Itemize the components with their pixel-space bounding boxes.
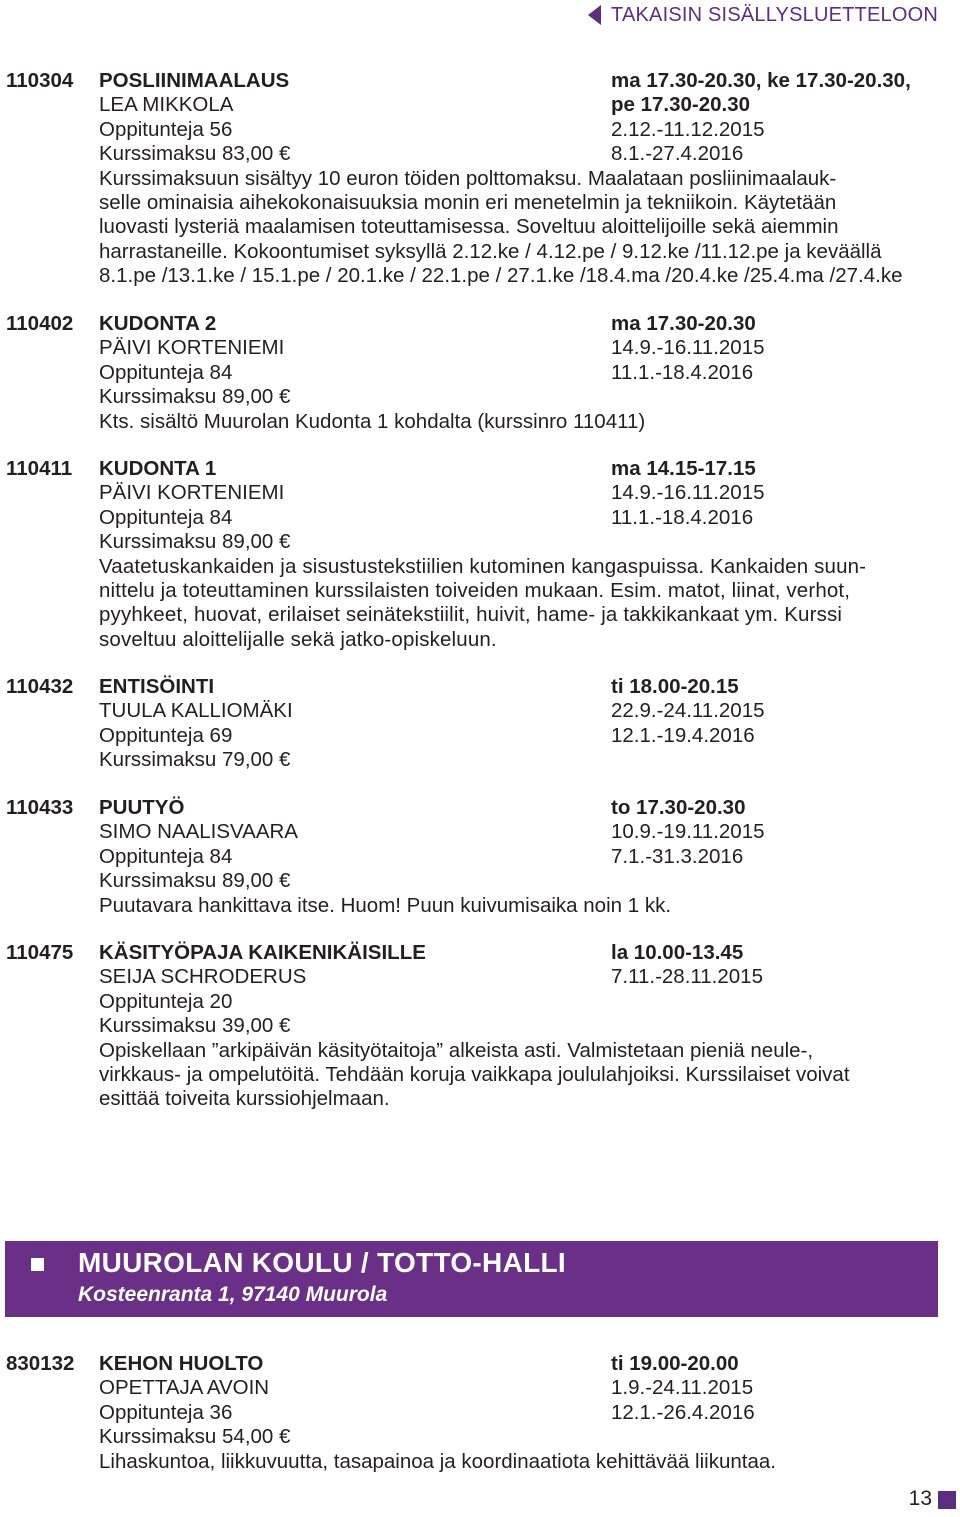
back-to-contents-link[interactable] <box>588 2 938 28</box>
course-teacher: PÄIVI KORTENIEMI <box>99 336 285 360</box>
course-teacher: PÄIVI KORTENIEMI <box>99 481 285 505</box>
course-dates: 12.1.-19.4.2016 <box>611 723 755 747</box>
course-dates: 11.1.-18.4.2016 <box>611 505 754 529</box>
description-line: Puutavara hankittava itse. Huom! Puun kuivumisaika noin 1 kk. <box>99 893 672 917</box>
course-schedule: pe 17.30-20.30 <box>611 93 751 117</box>
course-110304 <box>6 69 946 289</box>
course-code: 110433 <box>6 796 74 819</box>
course-teacher: SEIJA SCHRODERUS <box>99 965 307 989</box>
course-110475 <box>6 941 946 1112</box>
course-fee: Kurssimaksu 54,00 € <box>99 1425 291 1449</box>
course-schedule: to 17.30-20.30 <box>611 796 746 819</box>
course-110402 <box>6 312 946 434</box>
page-number: 13 <box>908 1487 932 1510</box>
course-110432 <box>6 675 946 773</box>
course-dates: 7.1.-31.3.2016 <box>611 844 744 868</box>
course-dates: 22.9.-24.11.2015 <box>611 699 765 723</box>
course-code: 110411 <box>6 457 73 480</box>
course-schedule: ti 19.00-20.00 <box>611 1352 739 1375</box>
course-dates: 10.9.-19.11.2015 <box>611 820 765 844</box>
course-lessons: Oppitunteja 84 <box>99 844 233 868</box>
course-lessons: Oppitunteja 20 <box>99 989 233 1013</box>
course-title: KUDONTA 1 <box>99 457 217 480</box>
course-fee: Kurssimaksu 89,00 € <box>99 869 291 893</box>
course-teacher: LEA MIKKOLA <box>99 93 234 117</box>
course-lessons: Oppitunteja 36 <box>99 1400 233 1424</box>
course-title: KÄSITYÖPAJA KAIKENIKÄISILLE <box>99 941 426 964</box>
course-description <box>99 1450 929 1474</box>
course-lessons: Oppitunteja 69 <box>99 723 233 747</box>
course-title: PUUTYÖ <box>99 796 185 819</box>
course-830132 <box>6 1352 946 1474</box>
course-lessons: Oppitunteja 84 <box>99 505 233 529</box>
description-line: pyyhkeet, huovat, erilaiset seinätekstiilit, huivit, hame- ja takkikankaat ym. Kurssi <box>99 603 843 627</box>
course-lessons: Oppitunteja 84 <box>99 360 233 384</box>
course-teacher: TUULA KALLIOMÄKI <box>99 699 293 723</box>
course-schedule: ma 14.15-17.15 <box>611 457 756 480</box>
description-line: 8.1.pe /13.1.ke / 15.1.pe / 20.1.ke / 22.1.pe / 27.1.ke /18.4.ma /20.4.ke /25.4.ma /27.4.ke <box>99 264 903 288</box>
course-dates: 7.11.-28.11.2015 <box>611 965 763 989</box>
description-line: nittelu ja toteuttaminen kurssilaisten toiveiden mukaan. Esim. matot, liinat, verhot, <box>99 579 851 603</box>
course-description <box>99 167 929 289</box>
course-dates: 8.1.-27.4.2016 <box>611 142 744 166</box>
course-title: KEHON HUOLTO <box>99 1352 264 1375</box>
venue-title: MUUROLAN KOULU / TOTTO-HALLI <box>78 1247 566 1278</box>
course-110411 <box>6 457 946 652</box>
course-dates: 14.9.-16.11.2015 <box>611 336 765 360</box>
description-line: soveltuu aloittelijalle sekä jatko-opiskeluun. <box>99 627 497 651</box>
course-code: 110304 <box>6 69 74 92</box>
course-code: 110402 <box>6 312 74 335</box>
course-lessons: Oppitunteja 56 <box>99 117 233 141</box>
course-description <box>99 555 929 653</box>
description-line: virkkaus- ja ompelutöitä. Tehdään koruja vaikkapa joululahjoiksi. Kurssilaiset voivat <box>99 1063 850 1087</box>
course-dates: 1.9.-24.11.2015 <box>611 1376 754 1400</box>
course-fee: Kurssimaksu 89,00 € <box>99 530 291 554</box>
course-teacher: OPETTAJA AVOIN <box>99 1376 270 1400</box>
description-line: Lihaskuntoa, liikkuvuutta, tasapainoa ja koordinaatiota kehittävää liikuntaa. <box>99 1449 776 1473</box>
course-schedule: ma 17.30-20.30 <box>611 312 756 335</box>
course-code: 110475 <box>6 941 74 964</box>
course-dates: 2.12.-11.12.2015 <box>611 117 765 141</box>
back-arrow-icon <box>588 5 601 25</box>
course-fee: Kurssimaksu 39,00 € <box>99 1014 291 1038</box>
description-line: Opiskellaan ”arkipäivän käsityötaitoja” alkeista asti. Valmistetaan pieniä neule-, <box>99 1038 814 1062</box>
course-description <box>99 1039 929 1112</box>
back-link-label: TAKAISIN SISÄLLYSLUETTELOON <box>611 3 938 26</box>
course-schedule: ma 17.30-20.30, ke 17.30-20.30, <box>611 69 911 92</box>
course-title: POSLIINIMAALAUS <box>99 69 290 92</box>
course-fee: Kurssimaksu 79,00 € <box>99 748 291 772</box>
description-line: luovasti lysteriä maalamisen toteuttamisessa. Soveltuu aloittelijoille sekä aiemmin <box>99 215 839 239</box>
course-dates: 14.9.-16.11.2015 <box>611 481 765 505</box>
course-title: KUDONTA 2 <box>99 312 217 335</box>
description-line: Kts. sisältö Muurolan Kudonta 1 kohdalta (kurssinro 110411) <box>99 409 646 433</box>
description-line: Kurssimaksuun sisältyy 10 euron töiden polttomaksu. Maalataan posliinimaalauk- <box>99 166 837 190</box>
course-code: 110432 <box>6 675 74 698</box>
course-code: 830132 <box>6 1352 75 1375</box>
course-fee: Kurssimaksu 89,00 € <box>99 385 291 409</box>
course-fee: Kurssimaksu 83,00 € <box>99 142 291 166</box>
course-dates: 12.1.-26.4.2016 <box>611 1400 755 1424</box>
square-bullet-icon <box>31 1258 44 1271</box>
course-110433 <box>6 796 946 918</box>
description-line: Vaatetuskankaiden ja sisustustekstiilien kutominen kangaspuissa. Kankaiden suun- <box>99 554 867 578</box>
course-schedule: la 10.00-13.45 <box>611 941 744 964</box>
description-line: esittää toiveita kurssiohjelmaan. <box>99 1087 390 1111</box>
course-dates: 11.1.-18.4.2016 <box>611 360 754 384</box>
course-schedule: ti 18.00-20.15 <box>611 675 739 698</box>
course-teacher: SIMO NAALISVAARA <box>99 820 298 844</box>
page-marker-square-icon <box>938 1491 956 1509</box>
course-description <box>99 894 929 918</box>
venue-address: Kosteenranta 1, 97140 Muurola <box>78 1283 388 1306</box>
description-line: harrastaneille. Kokoontumiset syksyllä 2.12.ke / 4.12.pe / 9.12.ke /11.12.pe ja keväällä <box>99 239 882 263</box>
venue-banner <box>5 1241 938 1317</box>
course-title: ENTISÖINTI <box>99 675 215 698</box>
description-line: selle ominaisia aihekokonaisuuksia monin eri menetelmin ja tekniikoin. Käytetään <box>99 191 837 215</box>
course-description <box>99 410 929 434</box>
